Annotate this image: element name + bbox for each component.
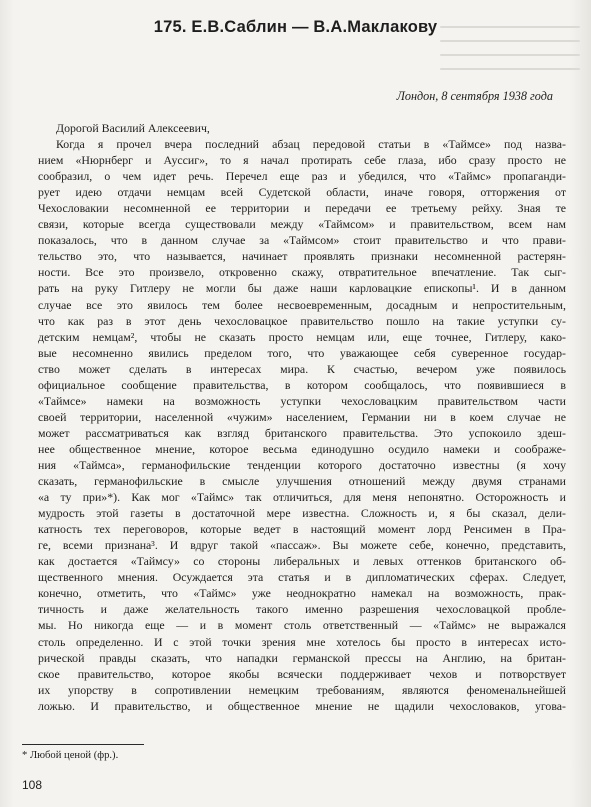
text-line: мы. Но никогда еще — и в момент столь ответственный — «Таймс» не выражался <box>38 618 566 633</box>
text-line: случае все это явилось тем более несвоевременным, досадным и непростительным, <box>38 297 566 312</box>
text-line: ское правительство, которое якобы всячески поддерживает чехов и потворствует <box>38 666 566 681</box>
text-line: мудрость этой газеты в достаточной мере известна. Сложность и, я бы сказал, дели- <box>38 506 566 521</box>
text-line: «а ту при»*). Как мог «Таймс» так отличиться, для меня непонятно. Осторожность и <box>38 490 566 505</box>
text-line: щественного мнения. Осуждается эта статья и в дипломатических сферах. Следует, <box>38 570 566 585</box>
text-line: тельство это, что называется, начинает проявлять признаки несомненной растерян- <box>38 249 566 264</box>
text-line: «Таймсе» намеки на возможность уступки чехословацким правительством части <box>38 393 566 408</box>
text-line: рической правды сказать, что нападки германской прессы на Англию, на британ- <box>38 650 566 665</box>
text-line: детским немцам², чтобы не сказать просто немцам или, еще точнее, Гитлеру, како- <box>38 329 566 344</box>
text-line: сообразил, о чем идет речь. Перечел еще раз и убедился, что «Таймс» пропаганди- <box>38 169 566 184</box>
bleed-through-line <box>440 68 580 70</box>
text-line: сказать, германофильские в смысле улучшения отношений между двумя странами <box>38 474 566 489</box>
bleed-through-line <box>440 54 580 56</box>
text-line: Чехословакии несомненной ее территории и передачи ее третьему рейху. Зная те <box>38 201 566 216</box>
text-line: ство может сделать в интересах мира. К счастью, вечером уже появилось <box>38 361 566 376</box>
text-line: рать на руку Гитлеру не могли бы даже наши карловацкие епископы¹. И в данном <box>38 281 566 296</box>
text-line: показалось, что в данном случае за «Таймсом» стоит правительство и что прави- <box>38 233 566 248</box>
text-line: ния «Таймса», германофильские тенденции которого достаточно известны (я хочу <box>38 457 566 472</box>
text-line: своей территории, населенной «чужим» населением, Германии ни в коем случае не <box>38 409 566 424</box>
letter-dateline: Лондон, 8 сентября 1938 года <box>396 89 553 103</box>
text-line: нее общественное мнение, которое весьма единодушно осудило намеки и соображе- <box>38 441 566 456</box>
text-line: что как раз в этот день чехословацкое правительство пошло на такие уступки су- <box>38 313 566 328</box>
text-line: ге, всеми признана³. И вдруг такой «пассаж». Вы можете себе, конечно, представить, <box>38 538 566 553</box>
bleed-through-line <box>440 40 580 42</box>
page-number: 108 <box>22 778 43 792</box>
text-line: нием «Нюрнберг и Аусcиг», то я начал протирать себе глаза, ибо сразу просто не <box>38 153 566 168</box>
text-line: Когда я прочел вчера последний абзац передовой статьи в «Таймсе» под назва- <box>56 137 566 152</box>
text-line: ности. Все это произвело, откровенно скажу, отвратительное впечатление. Так сыг- <box>38 265 566 280</box>
text-line: тичность и даже желательность такого именно разрешения чехословацкой пробле- <box>38 602 566 617</box>
text-line: вые несомненно явились пределом того, что уважающее себя суверенное государ- <box>38 345 566 360</box>
text-line: связи, которые всегда существовали между «Таймсом» и правительством, всем нам <box>38 217 566 232</box>
text-line: столь определенно. И с этой точки зрения мне хотелось бы просто в интересах исто- <box>38 634 566 649</box>
letter-greeting: Дорогой Василий Алексеевич, <box>56 121 210 135</box>
footnote-rule <box>22 744 144 745</box>
text-line: их упорству в сопротивлении немецким требованиям, являются феноменальнейшей <box>38 682 566 697</box>
text-line: рует идею отдачи немцам всей Судетской области, иначе говоря, отторжения от <box>38 185 566 200</box>
document-title: 175. Е.В.Саблин — В.А.Маклакову <box>153 18 438 36</box>
text-line: официальное сообщение правительства, в котором сообщалось, что появившиеся в <box>38 377 566 392</box>
footnote: * Любой ценой (фр.). <box>22 750 119 761</box>
text-line: может рассматриваться как взгляд британского правительства. Это успокоило здеш- <box>38 425 566 440</box>
text-line: как достается «Таймсу» со стороны либеральных и левых оттенков британского об- <box>38 554 566 569</box>
text-line: конечно, отметить, что «Таймс» уже неоднократно намекал на возможность, прак- <box>38 586 566 601</box>
text-line: ложью. И правительство, и общественное мнение не щадили чехословаков, угова- <box>38 698 566 713</box>
text-line: катность тех переговоров, которые ведет в настоящий момент лорд Ренсимен в Пра- <box>38 522 566 537</box>
letter-body <box>38 120 566 714</box>
